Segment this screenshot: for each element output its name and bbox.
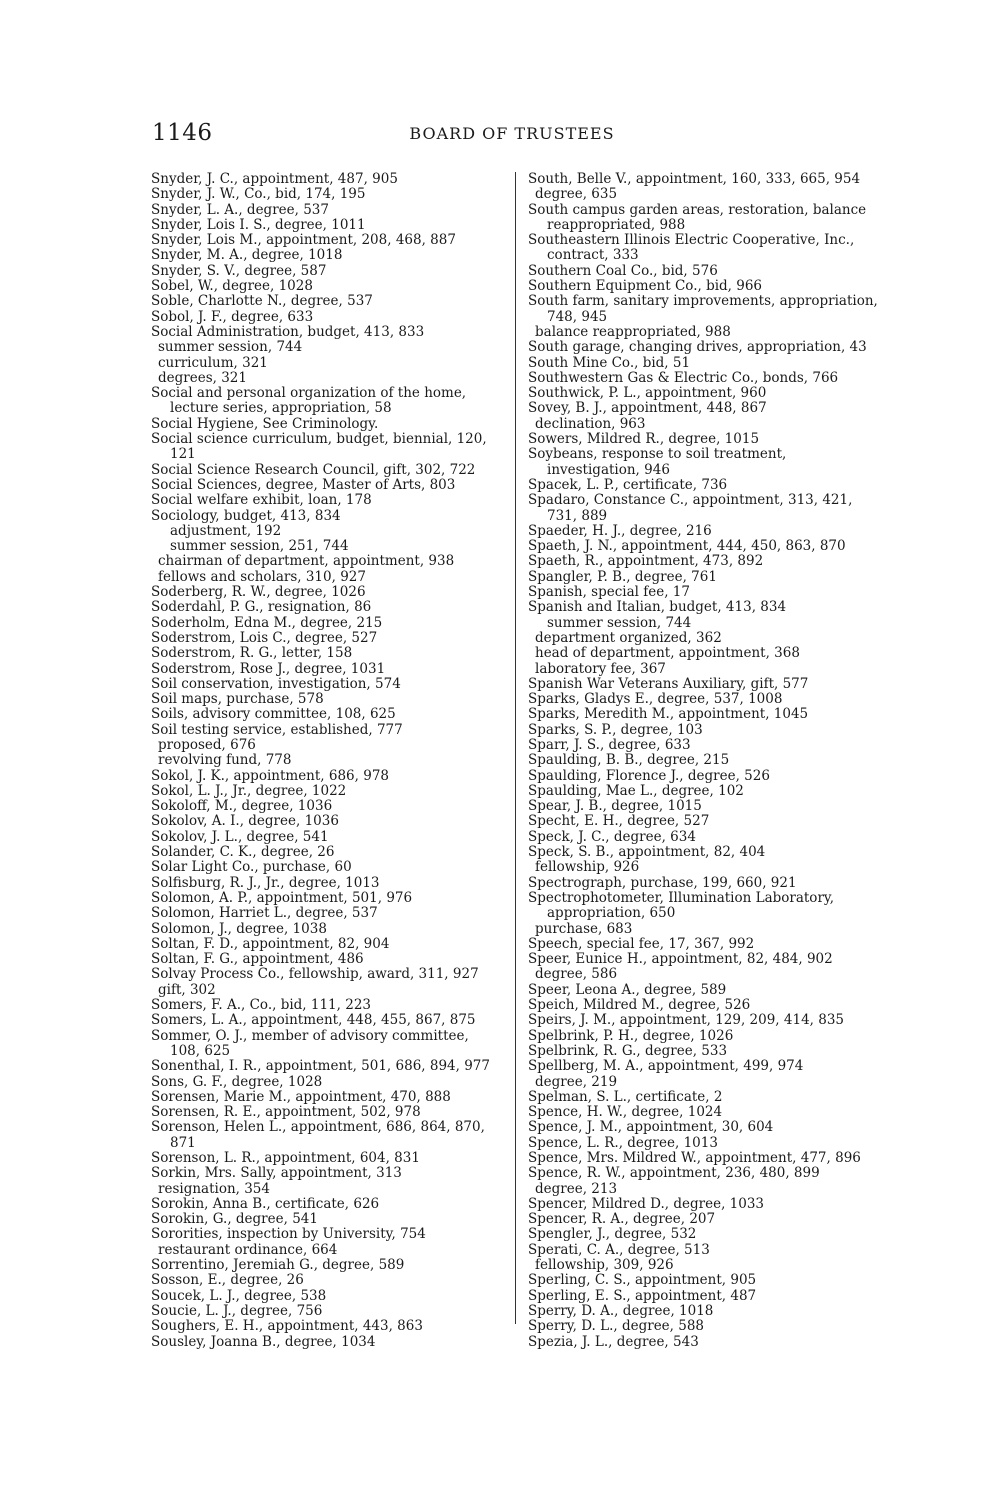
index-entry: Southern Coal Co., bid, 576 bbox=[528, 262, 718, 279]
index-entry: Speich, Mildred M., degree, 526 bbox=[528, 997, 751, 1014]
index-entry: Sororities, inspection by University, 754 bbox=[151, 1226, 426, 1243]
index-entry: Spence, R. W., appointment, 236, 480, 899 bbox=[528, 1165, 820, 1182]
index-entry: Snyder, J. W., Co., bid, 174, 195 bbox=[151, 186, 366, 203]
index-entry: Sorensen, R. E., appointment, 502, 978 bbox=[151, 1104, 421, 1121]
index-entry: South Mine Co., bid, 51 bbox=[528, 354, 691, 371]
index-entry: Solomon, A. P., appointment, 501, 976 bbox=[151, 889, 413, 906]
index-entry: Specht, E. H., degree, 527 bbox=[528, 813, 710, 830]
index-subentry: fellowship, 926 bbox=[535, 859, 640, 876]
index-entry: Sobel, W., degree, 1028 bbox=[151, 278, 313, 295]
index-subentry: degree, 219 bbox=[535, 1073, 618, 1090]
index-entry: Sons, G. F., degree, 1028 bbox=[151, 1073, 323, 1090]
index-entry: Somers, F. A., Co., bid, 111, 223 bbox=[151, 997, 371, 1014]
index-subentry: summer session, 744 bbox=[547, 614, 692, 631]
index-entry: Spencer, R. A., degree, 207 bbox=[528, 1211, 716, 1228]
index-subentry: degree, 213 bbox=[535, 1180, 618, 1197]
index-entry: Sokol, L. J., Jr., degree, 1022 bbox=[151, 782, 347, 799]
index-entry: Speck, J. C., degree, 634 bbox=[528, 828, 696, 845]
index-entry: Speer, Eunice H., appointment, 82, 484, 902 bbox=[528, 951, 833, 968]
index-entry: Solander, C. K., degree, 26 bbox=[151, 844, 335, 861]
index-entry: Sorokin, G., degree, 541 bbox=[151, 1211, 318, 1228]
index-entry: Solar Light Co., purchase, 60 bbox=[151, 859, 352, 876]
index-entry: Sorrentino, Jeremiah G., degree, 589 bbox=[151, 1257, 405, 1274]
index-entry: Sokoloff, M., degree, 1036 bbox=[151, 798, 333, 815]
index-entry: Social Sciences, degree, Master of Arts, 803 bbox=[151, 476, 456, 493]
index-entry: Spectrophotometer, Illumination Laboratory, appropriation, 650 bbox=[528, 889, 835, 922]
index-subentry: head of department, appointment, 368 bbox=[535, 645, 800, 662]
index-entry: Spaeth, R., appointment, 473, 892 bbox=[528, 553, 764, 570]
index-entry: Spanish and Italian, budget, 413, 834 bbox=[528, 599, 787, 616]
index-entry: Sperry, D. A., degree, 1018 bbox=[528, 1302, 714, 1319]
index-subentry: degrees, 321 bbox=[158, 369, 247, 386]
index-entry: Spelman, S. L., certificate, 2 bbox=[528, 1088, 723, 1105]
index-entry: Social Hygiene, See Criminology. bbox=[151, 415, 379, 432]
index-column-left bbox=[151, 172, 496, 1350]
index-entry: South campus garden areas, restoration, balance reappropriated, 988 bbox=[528, 201, 867, 233]
index-entry: Sparks, S. P., degree, 103 bbox=[528, 721, 703, 738]
index-entry: Sonenthal, I. R., appointment, 501, 686, 894, 977 bbox=[151, 1058, 490, 1075]
index-entry: Spelbrink, P. H., degree, 1026 bbox=[528, 1027, 734, 1044]
index-entry: Soltan, F. G., appointment, 486 bbox=[151, 951, 364, 968]
index-entry: Spaeth, J. N., appointment, 444, 450, 863, 870 bbox=[528, 538, 846, 555]
index-entry: Sorensen, Marie M., appointment, 470, 888 bbox=[151, 1088, 451, 1105]
index-subentry: degree, 635 bbox=[535, 186, 618, 203]
index-entry: Sobol, J. F., degree, 633 bbox=[151, 308, 314, 325]
index-entry: Sperling, C. S., appointment, 905 bbox=[528, 1272, 757, 1289]
index-entry: Soderholm, Edna M., degree, 215 bbox=[151, 614, 383, 631]
index-subentry: chairman of department, appointment, 938 bbox=[158, 553, 455, 570]
index-entry: Spelbrink, R. G., degree, 533 bbox=[528, 1042, 728, 1059]
index-entry: Sorenson, Helen L., appointment, 686, 864, 870, 871 bbox=[151, 1119, 485, 1151]
index-entry: Sparks, Meredith M., appointment, 1045 bbox=[528, 706, 809, 723]
index-subentry: summer session, 744 bbox=[158, 339, 303, 356]
index-entry: Snyder, Lois I. S., degree, 1011 bbox=[151, 216, 366, 233]
index-subentry: summer session, 251, 744 bbox=[170, 538, 349, 555]
index-entry: Solvay Process Co., fellowship, award, 311, 927 bbox=[151, 966, 479, 983]
index-entry: Spanish, special fee, 17 bbox=[528, 584, 690, 601]
index-column-right bbox=[528, 172, 880, 1350]
index-entry: Spence, Mrs. Mildred W., appointment, 477, 896 bbox=[528, 1150, 861, 1166]
index-entry: Spence, L. R., degree, 1013 bbox=[528, 1134, 718, 1151]
index-entry: Soderstrom, Rose J., degree, 1031 bbox=[151, 660, 386, 677]
index-entry: Spezia, J. L., degree, 543 bbox=[528, 1333, 699, 1350]
index-entry: Social and personal organization of the home, lecture series, appropriation, 58 bbox=[151, 385, 467, 417]
index-entry: Snyder, S. V., degree, 587 bbox=[151, 262, 327, 279]
index-entry: Spacek, L. P., certificate, 736 bbox=[528, 476, 728, 493]
index-subentry: fellows and scholars, 310, 927 bbox=[158, 568, 366, 585]
index-entry: Solomon, Harriet L., degree, 537 bbox=[151, 905, 378, 922]
index-entry: Soble, Charlotte N., degree, 537 bbox=[151, 293, 373, 310]
index-entry: Social Science Research Council, gift, 302, 722 bbox=[151, 461, 476, 478]
index-entry: Spangler, P. B., degree, 761 bbox=[528, 568, 717, 585]
index-entry: Southwick, P. L., appointment, 960 bbox=[528, 385, 767, 402]
index-entry: Spaeder, H. J., degree, 216 bbox=[528, 522, 712, 539]
index-entry: Somers, L. A., appointment, 448, 455, 867, 875 bbox=[151, 1012, 476, 1029]
index-entry: Southeastern Illinois Electric Cooperative, Inc., contract, 333 bbox=[528, 232, 855, 264]
index-subentry: laboratory fee, 367 bbox=[535, 660, 666, 677]
index-subentry: revolving fund, 778 bbox=[158, 752, 292, 769]
index-subentry: fellowship, 309, 926 bbox=[535, 1257, 674, 1274]
index-entry: Sovey, B. J., appointment, 448, 867 bbox=[528, 400, 767, 417]
index-entry: Spaulding, Mae L., degree, 102 bbox=[528, 782, 744, 799]
index-subentry: gift, 302 bbox=[158, 981, 216, 998]
index-entry: Spadaro, Constance C., appointment, 313, 421, 731, 889 bbox=[528, 492, 853, 524]
index-entry: Soucek, L. J., degree, 538 bbox=[151, 1287, 327, 1304]
index-entry: Sokolov, A. I., degree, 1036 bbox=[151, 813, 339, 830]
index-entry: Soybeans, response to soil treatment, investigation, 946 bbox=[528, 446, 787, 478]
index-entry: Speech, special fee, 17, 367, 992 bbox=[528, 935, 755, 952]
index-entry: Soderberg, R. W., degree, 1026 bbox=[151, 584, 366, 601]
index-entry: Sorokin, Anna B., certificate, 626 bbox=[151, 1195, 380, 1212]
index-entry: Spengler, J., degree, 532 bbox=[528, 1226, 697, 1243]
index-entry: Sociology, budget, 413, 834 bbox=[151, 507, 341, 524]
index-entry: Social welfare exhibit, loan, 178 bbox=[151, 492, 372, 509]
index-entry: Sperry, D. L., degree, 588 bbox=[528, 1318, 705, 1335]
index-entry: South, Belle V., appointment, 160, 333, 665, 954 bbox=[528, 171, 861, 187]
index-entry: Sousley, Joanna B., degree, 1034 bbox=[151, 1333, 376, 1350]
index-subentry: resignation, 354 bbox=[158, 1180, 270, 1197]
index-entry: Soil maps, purchase, 578 bbox=[151, 691, 324, 708]
index-entry: Soil conservation, investigation, 574 bbox=[151, 675, 401, 692]
index-subentry: purchase, 683 bbox=[535, 920, 633, 937]
index-entry: Social Administration, budget, 413, 833 bbox=[151, 323, 425, 340]
index-entry: Sorkin, Mrs. Sally, appointment, 313 bbox=[151, 1165, 402, 1182]
page-number: 1146 bbox=[152, 120, 213, 146]
index-entry: Snyder, J. C., appointment, 487, 905 bbox=[151, 171, 398, 187]
index-subentry: restaurant ordinance, 664 bbox=[158, 1241, 338, 1258]
index-entry: Speck, S. B., appointment, 82, 404 bbox=[528, 844, 766, 861]
index-entry: Sowers, Mildred R., degree, 1015 bbox=[528, 431, 760, 448]
index-entry: Sperling, E. S., appointment, 487 bbox=[528, 1287, 757, 1304]
index-entry: Sparks, Gladys E., degree, 537, 1008 bbox=[528, 691, 783, 708]
index-entry: Solfisburg, R. J., Jr., degree, 1013 bbox=[151, 874, 380, 891]
running-title: BOARD OF TRUSTEES bbox=[409, 124, 615, 143]
index-entry: Social science curriculum, budget, biennial, 120, 121 bbox=[151, 431, 487, 463]
index-entry: Soil testing service, established, 777 bbox=[151, 721, 403, 738]
index-entry: Soils, advisory committee, 108, 625 bbox=[151, 706, 396, 723]
index-subentry: balance reappropriated, 988 bbox=[535, 323, 731, 340]
index-entry: Spence, J. M., appointment, 30, 604 bbox=[528, 1119, 774, 1136]
index-entry: Sparr, J. S., degree, 633 bbox=[528, 736, 691, 753]
index-subentry: adjustment, 192 bbox=[170, 522, 282, 539]
index-subentry: degree, 586 bbox=[535, 966, 618, 983]
index-entry: Sperati, C. A., degree, 513 bbox=[528, 1241, 710, 1258]
index-entry: Speirs, J. M., appointment, 129, 209, 414, 835 bbox=[528, 1012, 845, 1029]
index-subentry: curriculum, 321 bbox=[158, 354, 268, 371]
index-entry: Sosson, E., degree, 26 bbox=[151, 1272, 304, 1289]
index-subentry: declination, 963 bbox=[535, 415, 646, 432]
index-entry: Spectrograph, purchase, 199, 660, 921 bbox=[528, 874, 797, 891]
column-divider bbox=[515, 172, 516, 1324]
index-subentry: proposed, 676 bbox=[158, 736, 256, 753]
index-entry: Spaulding, B. B., degree, 215 bbox=[528, 752, 730, 769]
index-entry: Snyder, M. A., degree, 1018 bbox=[151, 247, 343, 264]
index-entry: Soderstrom, Lois C., degree, 527 bbox=[151, 629, 378, 646]
index-entry: Spellberg, M. A., appointment, 499, 974 bbox=[528, 1058, 804, 1075]
index-entry: Sommer, O. J., member of advisory committee, 108, 625 bbox=[151, 1027, 469, 1059]
index-entry: Sokolov, J. L., degree, 541 bbox=[151, 828, 329, 845]
page-header bbox=[152, 120, 872, 150]
index-entry: South farm, sanitary improvements, appropriation, 748, 945 bbox=[528, 293, 878, 325]
index-entry: Soughers, E. H., appointment, 443, 863 bbox=[151, 1318, 423, 1335]
index-entry: Solomon, J., degree, 1038 bbox=[151, 920, 327, 937]
index-entry: Spence, H. W., degree, 1024 bbox=[528, 1104, 723, 1121]
index-entry: South garage, changing drives, appropriation, 43 bbox=[528, 339, 867, 356]
index-entry: Soderdahl, P. G., resignation, 86 bbox=[151, 599, 372, 616]
index-entry: Snyder, Lois M., appointment, 208, 468, 887 bbox=[151, 232, 456, 249]
index-entry: Spaulding, Florence J., degree, 526 bbox=[528, 767, 770, 784]
index-entry: Soderstrom, R. G., letter, 158 bbox=[151, 645, 353, 662]
index-entry: Soucie, L. J., degree, 756 bbox=[151, 1302, 323, 1319]
index-entry: Southwestern Gas & Electric Co., bonds, 766 bbox=[528, 369, 839, 386]
index-entry: Sokol, J. K., appointment, 686, 978 bbox=[151, 767, 389, 784]
index-entry: Southern Equipment Co., bid, 966 bbox=[528, 278, 763, 295]
index-subentry: department organized, 362 bbox=[535, 629, 722, 646]
index-entry: Spanish War Veterans Auxiliary, gift, 577 bbox=[528, 675, 809, 692]
index-entry: Spencer, Mildred D., degree, 1033 bbox=[528, 1195, 765, 1212]
index-entry: Speer, Leona A., degree, 589 bbox=[528, 981, 727, 998]
index-entry: Sorenson, L. R., appointment, 604, 831 bbox=[151, 1150, 420, 1166]
index-entry: Snyder, L. A., degree, 537 bbox=[151, 201, 329, 218]
index-entry: Spear, J. B., degree, 1015 bbox=[528, 798, 702, 815]
index-entry: Soltan, F. D., appointment, 82, 904 bbox=[151, 935, 390, 952]
